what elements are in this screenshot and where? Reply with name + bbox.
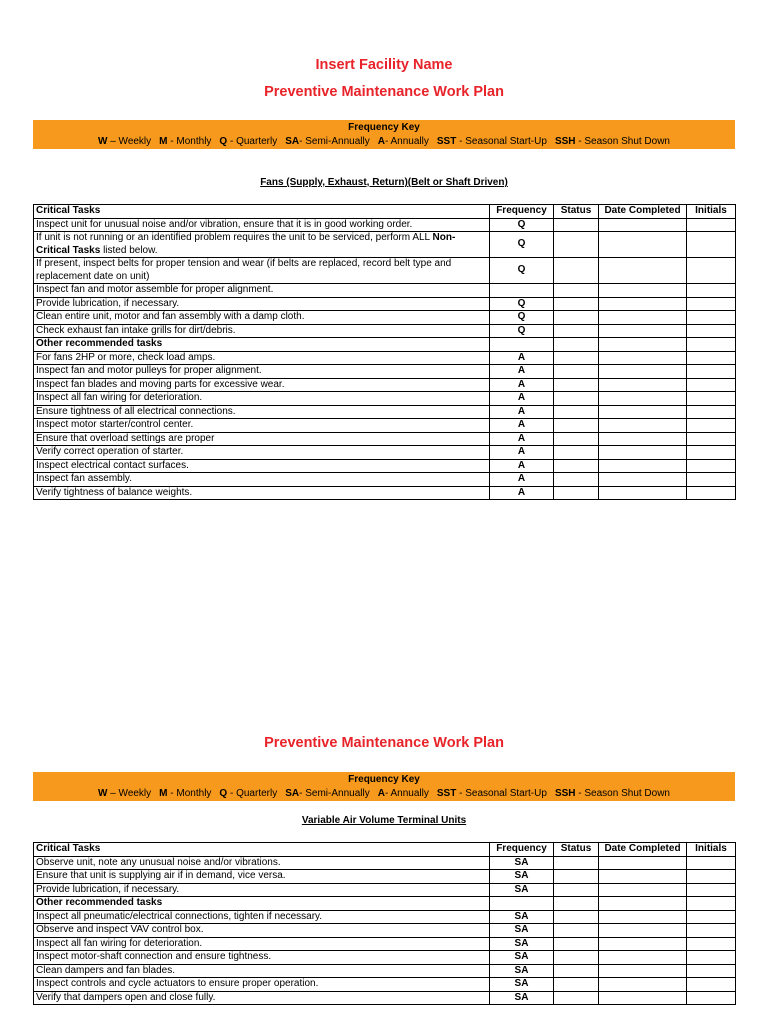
date-completed-cell[interactable] bbox=[599, 486, 687, 500]
initials-cell[interactable] bbox=[687, 405, 736, 419]
date-completed-cell[interactable] bbox=[599, 856, 687, 870]
frequency-code: Q bbox=[219, 787, 228, 799]
task-description: Check exhaust fan intake grills for dirt/debris. bbox=[34, 324, 490, 338]
frequency-cell: SA bbox=[490, 910, 554, 924]
plan-title-page-2: Preventive Maintenance Work Plan bbox=[264, 735, 504, 751]
frequency-cell: SA bbox=[490, 978, 554, 992]
status-cell[interactable] bbox=[554, 232, 599, 258]
date-completed-cell[interactable] bbox=[599, 232, 687, 258]
other-tasks-heading: Other recommended tasks bbox=[34, 897, 490, 911]
table-row bbox=[34, 473, 736, 487]
initials-cell[interactable] bbox=[687, 459, 736, 473]
frequency-cell: A bbox=[490, 405, 554, 419]
task-description: Inspect motor starter/control center. bbox=[34, 419, 490, 433]
initials-cell[interactable] bbox=[687, 951, 736, 965]
frequency-label: - Quarterly bbox=[227, 135, 278, 147]
frequency-cell: SA bbox=[490, 951, 554, 965]
table-row bbox=[34, 883, 736, 897]
initials-cell[interactable] bbox=[687, 258, 736, 284]
frequency-cell: Q bbox=[490, 232, 554, 258]
date-completed-cell[interactable] bbox=[599, 311, 687, 325]
table-row bbox=[34, 910, 736, 924]
table-row bbox=[34, 856, 736, 870]
frequency-cell: A bbox=[490, 432, 554, 446]
frequency-label: - Season Shut Down bbox=[575, 135, 670, 147]
frequency-cell bbox=[490, 338, 554, 352]
status-cell[interactable] bbox=[554, 405, 599, 419]
frequency-label: - Seasonal Start-Up bbox=[456, 787, 547, 799]
status-cell[interactable] bbox=[554, 311, 599, 325]
initials-cell[interactable] bbox=[687, 924, 736, 938]
initials-cell[interactable] bbox=[687, 870, 736, 884]
header-initials: Initials bbox=[687, 205, 736, 219]
header-critical-tasks: Critical Tasks bbox=[34, 843, 490, 857]
status-cell[interactable] bbox=[554, 351, 599, 365]
frequency-label: - Annually bbox=[384, 135, 429, 147]
frequency-code: W bbox=[97, 135, 108, 147]
frequency-key-legend bbox=[98, 136, 670, 147]
status-cell[interactable] bbox=[554, 910, 599, 924]
fans-task-rows bbox=[34, 218, 736, 500]
frequency-code: SSH bbox=[554, 135, 576, 147]
initials-cell[interactable] bbox=[687, 311, 736, 325]
date-completed-cell[interactable] bbox=[599, 324, 687, 338]
task-description: Provide lubrication, if necessary. bbox=[34, 883, 490, 897]
frequency-label: - Season Shut Down bbox=[575, 787, 670, 799]
initials-cell[interactable] bbox=[687, 232, 736, 258]
status-cell[interactable] bbox=[554, 365, 599, 379]
frequency-cell: A bbox=[490, 351, 554, 365]
header-status: Status bbox=[554, 843, 599, 857]
frequency-cell: A bbox=[490, 378, 554, 392]
initials-cell[interactable] bbox=[687, 284, 736, 298]
frequency-code: SA bbox=[285, 135, 300, 147]
status-cell[interactable] bbox=[554, 419, 599, 433]
initials-cell[interactable] bbox=[687, 392, 736, 406]
task-description: If present, inspect belts for proper tension and wear (if belts are replaced, record belt type and replacement date on unit) bbox=[34, 258, 490, 284]
table-row bbox=[34, 446, 736, 460]
initials-cell[interactable] bbox=[687, 297, 736, 311]
date-completed-cell[interactable] bbox=[599, 432, 687, 446]
task-description: Observe and inspect VAV control box. bbox=[34, 924, 490, 938]
task-description: Verify that dampers open and close fully. bbox=[34, 991, 490, 1005]
frequency-cell: Q bbox=[490, 218, 554, 232]
frequency-key bbox=[33, 120, 735, 149]
task-description: Inspect motor-shaft connection and ensure tightness. bbox=[34, 951, 490, 965]
frequency-cell: A bbox=[490, 473, 554, 487]
status-cell[interactable] bbox=[554, 258, 599, 284]
date-completed-cell[interactable] bbox=[599, 473, 687, 487]
date-completed-cell[interactable] bbox=[599, 459, 687, 473]
task-description: Ensure that unit is supplying air if in demand, vice versa. bbox=[34, 870, 490, 884]
status-cell[interactable] bbox=[554, 897, 599, 911]
frequency-cell bbox=[490, 897, 554, 911]
date-completed-cell[interactable] bbox=[599, 910, 687, 924]
frequency-cell: A bbox=[490, 365, 554, 379]
frequency-code: Q bbox=[219, 135, 228, 147]
frequency-code: SST bbox=[436, 135, 457, 147]
initials-cell[interactable] bbox=[687, 856, 736, 870]
header-frequency: Frequency bbox=[490, 205, 554, 219]
task-description: Verify correct operation of starter. bbox=[34, 446, 490, 460]
frequency-cell: A bbox=[490, 446, 554, 460]
initials-cell[interactable] bbox=[687, 324, 736, 338]
status-cell[interactable] bbox=[554, 856, 599, 870]
section-heading-row bbox=[34, 338, 736, 352]
task-description: Observe unit, note any unusual noise and/or vibrations. bbox=[34, 856, 490, 870]
initials-cell[interactable] bbox=[687, 365, 736, 379]
task-description: Inspect fan assembly. bbox=[34, 473, 490, 487]
status-cell[interactable] bbox=[554, 392, 599, 406]
table-row bbox=[34, 486, 736, 500]
frequency-key-title: Frequency Key bbox=[348, 774, 420, 785]
frequency-key-title: Frequency Key bbox=[348, 122, 420, 133]
frequency-code: M bbox=[159, 135, 168, 147]
initials-cell[interactable] bbox=[687, 978, 736, 992]
table-row bbox=[34, 419, 736, 433]
date-completed-cell[interactable] bbox=[599, 951, 687, 965]
frequency-cell: A bbox=[490, 486, 554, 500]
frequency-cell: SA bbox=[490, 883, 554, 897]
frequency-label: – Weekly bbox=[107, 135, 152, 147]
frequency-cell: SA bbox=[490, 856, 554, 870]
status-cell[interactable] bbox=[554, 883, 599, 897]
frequency-cell: SA bbox=[490, 937, 554, 951]
table-row bbox=[34, 405, 736, 419]
table-row bbox=[34, 937, 736, 951]
table-row bbox=[34, 232, 736, 258]
initials-cell[interactable] bbox=[687, 991, 736, 1005]
initials-cell[interactable] bbox=[687, 937, 736, 951]
initials-cell[interactable] bbox=[687, 486, 736, 500]
section-subtitle-fans: Fans (Supply, Exhaust, Return)(Belt or Shaft Driven) bbox=[260, 177, 508, 188]
header-critical-tasks: Critical Tasks bbox=[34, 205, 490, 219]
status-cell[interactable] bbox=[554, 218, 599, 232]
frequency-code: SA bbox=[285, 787, 300, 799]
task-description: Verify tightness of balance weights. bbox=[34, 486, 490, 500]
status-cell[interactable] bbox=[554, 991, 599, 1005]
date-completed-cell[interactable] bbox=[599, 870, 687, 884]
status-cell[interactable] bbox=[554, 378, 599, 392]
status-cell[interactable] bbox=[554, 432, 599, 446]
date-completed-cell[interactable] bbox=[599, 924, 687, 938]
initials-cell[interactable] bbox=[687, 473, 736, 487]
table-row bbox=[34, 324, 736, 338]
status-cell[interactable] bbox=[554, 978, 599, 992]
date-completed-cell[interactable] bbox=[599, 338, 687, 352]
frequency-key-page-2 bbox=[33, 772, 735, 801]
initials-cell[interactable] bbox=[687, 446, 736, 460]
frequency-code: SST bbox=[436, 787, 457, 799]
date-completed-cell[interactable] bbox=[599, 392, 687, 406]
frequency-label: - Quarterly bbox=[227, 787, 278, 799]
plan-title: Preventive Maintenance Work Plan bbox=[264, 84, 504, 100]
facility-name: Insert Facility Name bbox=[315, 57, 453, 73]
initials-cell[interactable] bbox=[687, 419, 736, 433]
frequency-label: - Annually bbox=[384, 787, 429, 799]
frequency-label: - Monthly bbox=[167, 787, 212, 799]
frequency-cell: Q bbox=[490, 324, 554, 338]
task-description: Inspect all fan wiring for deterioration. bbox=[34, 392, 490, 406]
frequency-code: SSH bbox=[554, 787, 576, 799]
table-row bbox=[34, 218, 736, 232]
date-completed-cell[interactable] bbox=[599, 351, 687, 365]
frequency-label: - Semi-Annually bbox=[299, 135, 370, 147]
table-row bbox=[34, 459, 736, 473]
table-row bbox=[34, 351, 736, 365]
frequency-cell: A bbox=[490, 419, 554, 433]
initials-cell[interactable] bbox=[687, 910, 736, 924]
table-row bbox=[34, 991, 736, 1005]
task-description: Inspect controls and cycle actuators to ensure proper operation. bbox=[34, 978, 490, 992]
task-description: Inspect fan blades and moving parts for excessive wear. bbox=[34, 378, 490, 392]
section-heading-row bbox=[34, 897, 736, 911]
date-completed-cell[interactable] bbox=[599, 446, 687, 460]
section-subtitle-vav: Variable Air Volume Terminal Units bbox=[301, 815, 467, 826]
date-completed-cell[interactable] bbox=[599, 419, 687, 433]
date-completed-cell[interactable] bbox=[599, 964, 687, 978]
status-cell[interactable] bbox=[554, 964, 599, 978]
frequency-key-legend bbox=[98, 788, 670, 799]
frequency-cell: A bbox=[490, 392, 554, 406]
date-completed-cell[interactable] bbox=[599, 258, 687, 284]
status-cell[interactable] bbox=[554, 324, 599, 338]
task-description: If unit is not running or an identified problem requires the unit to be serviced, perform ALL Non-Critical Tasks listed below. bbox=[34, 232, 490, 258]
task-description: Inspect all pneumatic/electrical connections, tighten if necessary. bbox=[34, 910, 490, 924]
vav-task-table bbox=[33, 842, 736, 1005]
table-row bbox=[34, 392, 736, 406]
table-row bbox=[34, 284, 736, 298]
frequency-cell: Q bbox=[490, 311, 554, 325]
frequency-label: - Seasonal Start-Up bbox=[456, 135, 547, 147]
header-initials: Initials bbox=[687, 843, 736, 857]
frequency-label: - Semi-Annually bbox=[299, 787, 370, 799]
table-row bbox=[34, 432, 736, 446]
table-row bbox=[34, 978, 736, 992]
status-cell[interactable] bbox=[554, 338, 599, 352]
status-cell[interactable] bbox=[554, 297, 599, 311]
initials-cell[interactable] bbox=[687, 883, 736, 897]
header-status: Status bbox=[554, 205, 599, 219]
status-cell[interactable] bbox=[554, 937, 599, 951]
table-row bbox=[34, 378, 736, 392]
table-row bbox=[34, 870, 736, 884]
other-tasks-heading: Other recommended tasks bbox=[34, 338, 490, 352]
date-completed-cell[interactable] bbox=[599, 365, 687, 379]
date-completed-cell[interactable] bbox=[599, 978, 687, 992]
initials-cell[interactable] bbox=[687, 897, 736, 911]
status-cell[interactable] bbox=[554, 446, 599, 460]
frequency-cell: A bbox=[490, 459, 554, 473]
frequency-cell: Q bbox=[490, 297, 554, 311]
frequency-cell: SA bbox=[490, 991, 554, 1005]
status-cell[interactable] bbox=[554, 284, 599, 298]
frequency-cell: SA bbox=[490, 924, 554, 938]
task-description: Inspect electrical contact surfaces. bbox=[34, 459, 490, 473]
frequency-label: - Monthly bbox=[167, 135, 212, 147]
table-row bbox=[34, 964, 736, 978]
frequency-cell: SA bbox=[490, 870, 554, 884]
date-completed-cell[interactable] bbox=[599, 937, 687, 951]
initials-cell[interactable] bbox=[687, 432, 736, 446]
date-completed-cell[interactable] bbox=[599, 297, 687, 311]
date-completed-cell[interactable] bbox=[599, 883, 687, 897]
task-description: Provide lubrication, if necessary. bbox=[34, 297, 490, 311]
task-description: Ensure tightness of all electrical connections. bbox=[34, 405, 490, 419]
frequency-cell: SA bbox=[490, 964, 554, 978]
table-row bbox=[34, 258, 736, 284]
frequency-label: – Weekly bbox=[107, 787, 152, 799]
status-cell[interactable] bbox=[554, 459, 599, 473]
initials-cell[interactable] bbox=[687, 964, 736, 978]
date-completed-cell[interactable] bbox=[599, 991, 687, 1005]
table-row bbox=[34, 311, 736, 325]
task-description: Clean dampers and fan blades. bbox=[34, 964, 490, 978]
initials-cell[interactable] bbox=[687, 351, 736, 365]
date-completed-cell[interactable] bbox=[599, 218, 687, 232]
initials-cell[interactable] bbox=[687, 218, 736, 232]
initials-cell[interactable] bbox=[687, 378, 736, 392]
table-row bbox=[34, 951, 736, 965]
header-frequency: Frequency bbox=[490, 843, 554, 857]
header-date-completed: Date Completed bbox=[599, 843, 687, 857]
frequency-code: A bbox=[377, 135, 385, 147]
task-description: Ensure that overload settings are proper bbox=[34, 432, 490, 446]
initials-cell[interactable] bbox=[687, 338, 736, 352]
status-cell[interactable] bbox=[554, 486, 599, 500]
date-completed-cell[interactable] bbox=[599, 405, 687, 419]
task-description: Inspect fan and motor assemble for proper alignment. bbox=[34, 284, 490, 298]
task-description: For fans 2HP or more, check load amps. bbox=[34, 351, 490, 365]
fans-task-table bbox=[33, 204, 736, 500]
table-row bbox=[34, 365, 736, 379]
frequency-cell bbox=[490, 284, 554, 298]
frequency-cell: Q bbox=[490, 258, 554, 284]
table-row bbox=[34, 924, 736, 938]
status-cell[interactable] bbox=[554, 924, 599, 938]
date-completed-cell[interactable] bbox=[599, 378, 687, 392]
date-completed-cell[interactable] bbox=[599, 897, 687, 911]
task-description: Clean entire unit, motor and fan assembly with a damp cloth. bbox=[34, 311, 490, 325]
frequency-code: W bbox=[97, 787, 108, 799]
table-row bbox=[34, 297, 736, 311]
frequency-code: A bbox=[377, 787, 385, 799]
status-cell[interactable] bbox=[554, 870, 599, 884]
status-cell[interactable] bbox=[554, 951, 599, 965]
vav-task-rows bbox=[34, 856, 736, 1005]
frequency-code: M bbox=[159, 787, 168, 799]
task-description: Inspect fan and motor pulleys for proper alignment. bbox=[34, 365, 490, 379]
header-date-completed: Date Completed bbox=[599, 205, 687, 219]
task-description: Inspect unit for unusual noise and/or vibration, ensure that it is in good working order. bbox=[34, 218, 490, 232]
date-completed-cell[interactable] bbox=[599, 284, 687, 298]
task-description: Inspect all fan wiring for deterioration. bbox=[34, 937, 490, 951]
status-cell[interactable] bbox=[554, 473, 599, 487]
